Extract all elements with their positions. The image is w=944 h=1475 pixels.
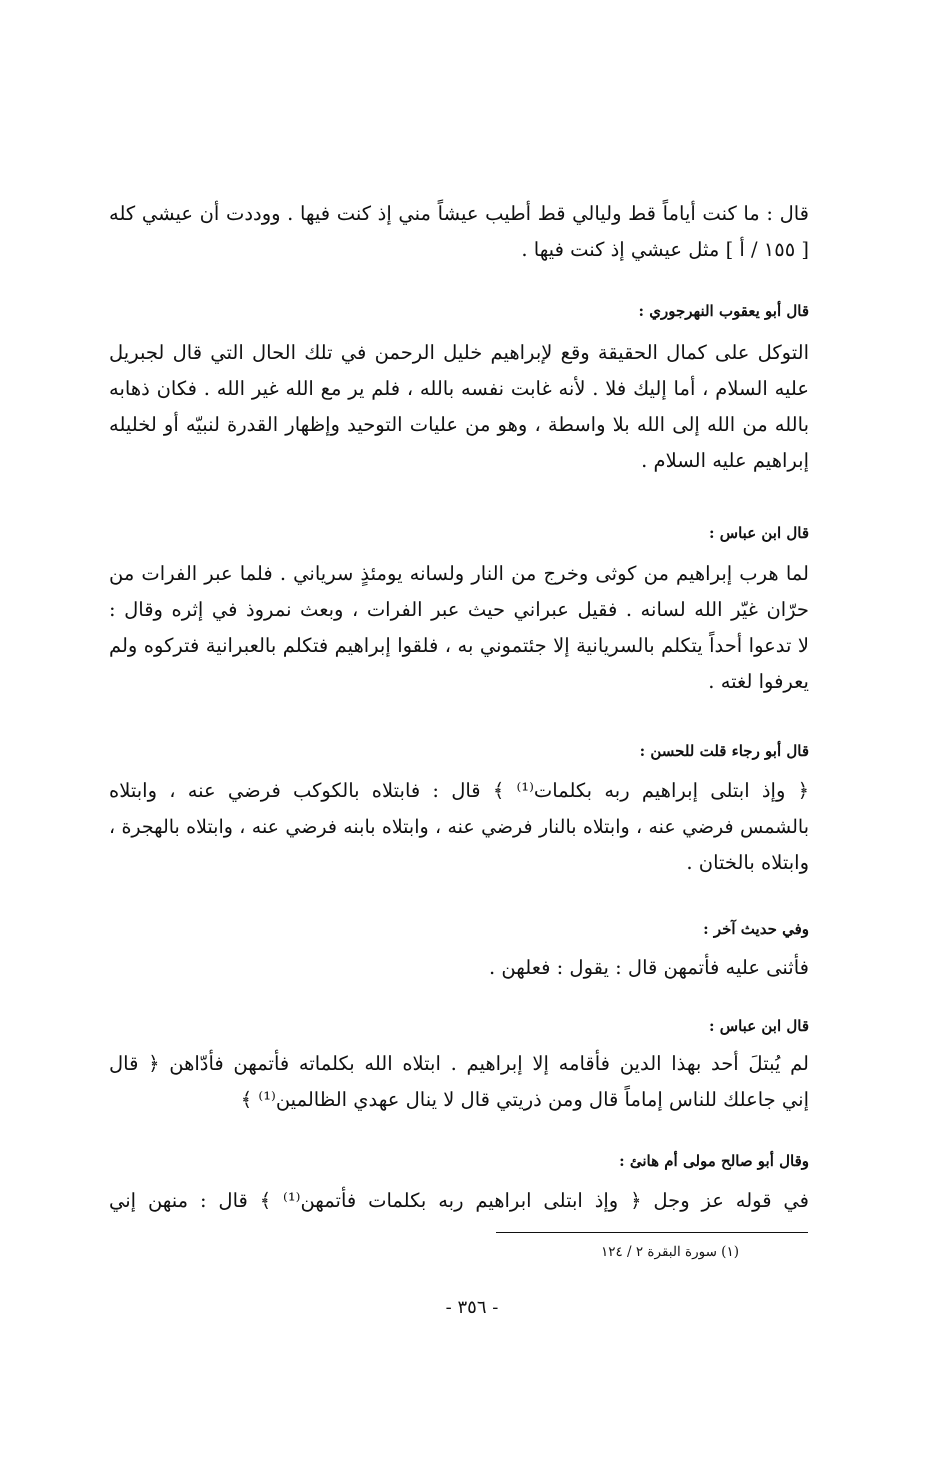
text-line: لما هرب إبراهيم من كوثى وخرج من النار ولسانه يومئذٍ سرياني . فلما عبر الفرات من bbox=[109, 562, 809, 585]
section-heading: قال ابن عباس : bbox=[709, 1017, 809, 1035]
text-line: [ ١٥٥ / أ ] مثل عيشي إذ كنت فيها . bbox=[521, 238, 809, 261]
section-heading: وفي حديث آخر : bbox=[703, 920, 809, 938]
text-line: بالله من الله إلى الله بلا واسطة ، وهو من عليات التوحيد وإظهار القدرة لنبيّه أو لخليله bbox=[109, 413, 809, 436]
paragraph bbox=[109, 335, 809, 479]
text-line: في قوله عز وجل ﴿ وإذ ابتلى ابراهيم ربه بكلمات فأتمهن⁽¹⁾ ﴾ قال : منهن إني bbox=[109, 1189, 809, 1212]
text-line: يعرفوا لغته . bbox=[708, 670, 809, 693]
page-number: - ٣٥٦ - bbox=[445, 1297, 499, 1318]
footnote: (١) سورة البقرة ٢ / ١٢٤ bbox=[600, 1244, 739, 1260]
paragraph bbox=[109, 1046, 809, 1118]
section-heading: وقال أبو صالح مولى أم هانئ : bbox=[619, 1152, 809, 1170]
paragraph bbox=[109, 1183, 809, 1219]
footnote-divider bbox=[496, 1232, 808, 1233]
paragraph bbox=[109, 556, 809, 700]
text-line: لم يُبتلَ أحد بهذا الدين فأقامه إلا إبراهيم . ابتلاه الله بكلماته فأتمهن فأدّاهن ﴿ قال bbox=[109, 1052, 809, 1075]
text-line: لا تدعوا أحداً يتكلم بالسريانية إلا جئتموني به ، فلقوا إبراهيم فتكلم بالعبرانية فتركوه ولم bbox=[109, 634, 809, 657]
text-line: ﴿ وإذ ابتلى إبراهيم ربه بكلمات⁽¹⁾ ﴾ قال : فابتلاه بالكوكب فرضي عنه ، وابتلاه bbox=[109, 779, 809, 802]
text-line: التوكل على كمال الحقيقة وقع لإبراهيم خليل الرحمن في تلك الحال التي قال لجبريل bbox=[109, 341, 809, 364]
paragraph bbox=[109, 196, 809, 268]
text-line: وابتلاه بالختان . bbox=[686, 851, 809, 874]
text-line: حرّان غيّر الله لسانه . فقيل عبراني حيث عبر الفرات ، وبعث نمروذ في إثره وقال : bbox=[109, 598, 809, 621]
text-line: قال : ما كنت أياماً قط وليالي قط أطيب عيشاً مني إذ كنت فيها . ووددت أن عيشي كله bbox=[109, 202, 809, 225]
text-line: إني جاعلك للناس إماماً قال ومن ذريتي قال لا ينال عهدي الظالمين⁽¹⁾ ﴾ bbox=[240, 1088, 809, 1111]
paragraph bbox=[109, 773, 809, 881]
section-heading: قال أبو رجاء قلت للحسن : bbox=[639, 742, 809, 760]
text-line: بالشمس فرضي عنه ، وابتلاه بالنار فرضي عنه ، وابتلاه بابنه فرضي عنه ، وابتلاه بالهجرة ، bbox=[109, 816, 809, 838]
text-line: إبراهيم عليه السلام . bbox=[641, 449, 809, 472]
text-line: عليه السلام ، أما إليك فلا . لأنه غابت نفسه بالله ، فلم ير مع الله غير الله . فكان ذهابه bbox=[109, 377, 809, 400]
paragraph bbox=[109, 950, 809, 986]
section-heading: قال أبو يعقوب النهرجوري : bbox=[638, 302, 809, 320]
section-heading: قال ابن عباس : bbox=[709, 524, 809, 542]
text-line: فأثنى عليه فأتمهن قال : يقول : فعلهن . bbox=[489, 956, 809, 979]
